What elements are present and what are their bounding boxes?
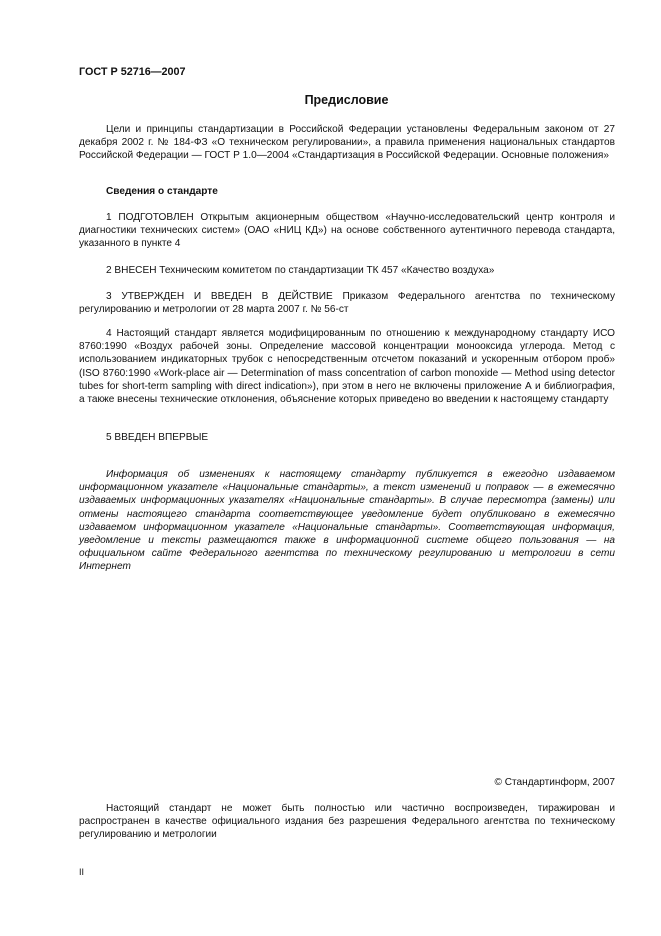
page-number: II xyxy=(79,867,85,877)
reproduction-notice: Настоящий стандарт не может быть полностью или частично воспроизведен, тиражирован и распространен в качестве официального издания без разрешения Федерального агентства по техническому регулированию и метрологии xyxy=(79,803,615,841)
item-5: 5 ВВЕДЕН ВПЕРВЫЕ xyxy=(106,432,209,443)
page-title: Предисловие xyxy=(304,93,389,107)
copyright-line: © Стандартинформ, 2007 xyxy=(494,777,615,788)
info-notice: Информация об изменениях к настоящему стандарту публикуется в ежегодно издаваемом информационном указателе «Национальные стандарты», а текст изменений и поправок — в ежемесячно издаваемых информационных указателях «Национальные стандарты». В случае пересмотра (замены) или отмены настоящего стандарта соответствующее уведомление будет опубликовано в ежемесячно издаваемом информационном указателе «Национальные стандарты». Соответствующая информация, уведомление и тексты размещаются также в информационной системе общего пользования — на официальном сайте Федерального агентства по техническому регулированию и метрологии в сети Интернет xyxy=(79,469,615,573)
page-title-wrapper xyxy=(0,94,661,108)
item-4: 4 Настоящий стандарт является модифицированным по отношению к международному стандарту ИСО 8760:1990 «Воздух рабочей зоны. Определение массовой концентрации монооксида углерода. Метод с использованием индикаторных трубок с непосредственным отсчетом показаний и ускоренным отбором проб» (ISO 8760:1990 «Work-place air — Determination of mass concentration of carbon monoxide — Method using detector tubes for short-term sampling with direct indication»), при этом в него не включены приложение А и библиография, а также внесены технические отклонения, объяснение которых приведено во введении к настоящему стандарту xyxy=(79,328,615,406)
section-heading: Сведения о стандарте xyxy=(106,186,218,197)
intro-paragraph: Цели и принципы стандартизации в Российской Федерации установлены Федеральным законом от 27 декабря 2002 г. № 184-ФЗ «О техническом регулировании», а правила применения национальных стандартов Российской Федерации — ГОСТ Р 1.0—2004 «Стандартизация в Российской Федерации. Основные положения» xyxy=(79,124,615,162)
document-code: ГОСТ Р 52716—2007 xyxy=(79,66,186,78)
item-1: 1 ПОДГОТОВЛЕН Открытым акционерным обществом «Научно-исследовательский центр контроля и диагностики технических систем» (ОАО «НИЦ КД») на основе собственного аутентичного перевода стандарта, указанного в пункте 4 xyxy=(79,212,615,250)
item-3: 3 УТВЕРЖДЕН И ВВЕДЕН В ДЕЙСТВИЕ Приказом Федерального агентства по техническому регулированию и метрологии от 28 марта 2007 г. № 56-ст xyxy=(79,291,615,316)
item-2: 2 ВНЕСЕН Техническим комитетом по стандартизации ТК 457 «Качество воздуха» xyxy=(106,265,495,276)
